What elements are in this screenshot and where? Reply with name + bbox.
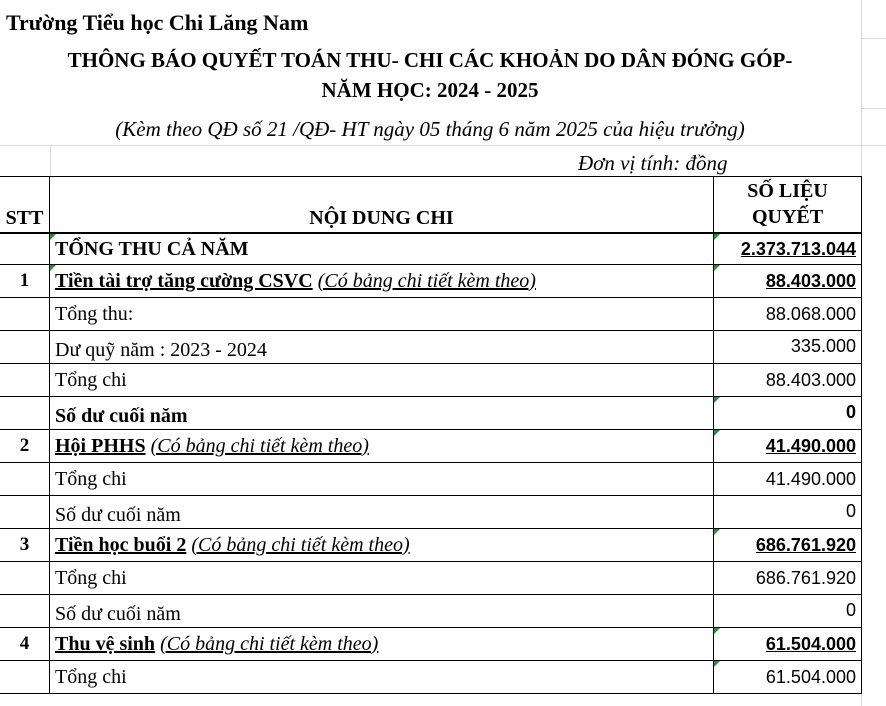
settlement-table: [0, 176, 862, 694]
amount-value: 0: [845, 600, 856, 620]
cell-content[interactable]: [50, 463, 714, 495]
error-marker-icon: [714, 628, 720, 634]
row-label: Tiền học buổi 2: [55, 533, 187, 556]
column-header-amount-line2: QUYẾT: [751, 206, 824, 228]
cell-stt[interactable]: [0, 364, 50, 396]
cell-amount[interactable]: [714, 234, 862, 264]
row-label: TỔNG THU CẢ NĂM: [55, 237, 249, 260]
row-label: Dư quỹ năm : 2023 - 2024: [55, 339, 267, 361]
table-row: [0, 463, 862, 496]
row-label: Số dư cuối năm: [55, 504, 181, 526]
row-label: Hội PHHS: [55, 434, 146, 457]
error-marker-icon: [714, 529, 720, 535]
cell-content[interactable]: [50, 595, 714, 627]
table-row-total: [0, 233, 862, 265]
cell-stt[interactable]: 1: [0, 265, 50, 297]
gridline-row: [862, 38, 886, 39]
cell-content[interactable]: [50, 562, 714, 594]
table-row-section: [0, 265, 862, 298]
amount-value: 686.761.920: [755, 534, 856, 555]
cell-stt[interactable]: [0, 298, 50, 330]
cell-amount[interactable]: [714, 595, 862, 627]
row-label: Tổng chi: [55, 467, 127, 490]
cell-content[interactable]: [50, 265, 714, 297]
gridline-col-stt: [50, 145, 51, 176]
row-label: Thu vệ sinh: [55, 632, 156, 655]
amount-value: 61.504.000: [765, 633, 856, 654]
error-marker-icon: [714, 397, 720, 403]
table-row: [0, 595, 862, 628]
column-header-amount-line1: SỐ LIỆU: [747, 180, 828, 202]
cell-content[interactable]: [50, 331, 714, 363]
cell-stt[interactable]: [0, 463, 50, 495]
cell-amount[interactable]: [714, 397, 862, 429]
cell-stt[interactable]: [0, 595, 50, 627]
row-label: Tổng chi: [55, 566, 127, 589]
cell-content[interactable]: [50, 430, 714, 462]
column-header-content[interactable]: NỘI DUNG CHI: [50, 177, 714, 232]
amount-value: 88.403.000: [765, 369, 856, 390]
cell-amount[interactable]: [714, 529, 862, 561]
cell-amount[interactable]: [714, 463, 862, 495]
row-label: Số dư cuối năm: [55, 603, 181, 625]
cell-amount[interactable]: [714, 265, 862, 297]
cell-content[interactable]: [50, 628, 714, 660]
cell-content[interactable]: [50, 661, 714, 693]
cell-content[interactable]: [50, 496, 714, 528]
cell-stt[interactable]: 3: [0, 529, 50, 561]
amount-value: 2.373.713.044: [740, 238, 856, 259]
report-subtitle: (Kèm theo QĐ số 21 /QĐ- HT ngày 05 tháng 6 năm 2025 của hiệu trưởng): [115, 117, 745, 141]
cell-content[interactable]: [50, 234, 714, 264]
cell-content[interactable]: [50, 364, 714, 396]
cell-content[interactable]: [50, 397, 714, 429]
row-note: (Có bảng chi tiết kèm theo): [160, 632, 379, 655]
cell-stt[interactable]: [0, 661, 50, 693]
report-title-line1: THÔNG BÁO QUYẾT TOÁN THU- CHI CÁC KHOẢN DO DÂN ĐÓNG GÓP-: [67, 48, 793, 72]
report-title-line2: NĂM HỌC: 2024 - 2025: [321, 78, 539, 102]
error-marker-icon: [50, 265, 56, 271]
table-row: [0, 298, 862, 331]
amount-value: 88.068.000: [765, 303, 856, 324]
table-row-section: [0, 430, 862, 463]
amount-value: 0: [845, 402, 856, 422]
amount-value: 0: [845, 501, 856, 521]
table-row: [0, 496, 862, 529]
cell-amount[interactable]: [714, 661, 862, 693]
cell-amount[interactable]: [714, 331, 862, 363]
cell-amount[interactable]: [714, 430, 862, 462]
row-label: Số dư cuối năm: [55, 405, 188, 427]
table-row-section: [0, 529, 862, 562]
cell-stt[interactable]: [0, 331, 50, 363]
row-label: Tổng chi: [55, 368, 127, 391]
column-header-amount[interactable]: [714, 177, 862, 232]
row-label: Tổng chi: [55, 665, 127, 688]
cell-stt[interactable]: 2: [0, 430, 50, 462]
row-label: Tiền tài trợ tăng cường CSVC: [55, 269, 313, 292]
error-marker-icon: [714, 265, 720, 271]
column-header-stt[interactable]: STT: [0, 177, 50, 232]
amount-value: 61.504.000: [765, 666, 856, 687]
cell-stt[interactable]: 4: [0, 628, 50, 660]
table-row: [0, 562, 862, 595]
error-marker-icon: [50, 234, 56, 240]
error-marker-icon: [714, 234, 720, 240]
table-row: [0, 364, 862, 397]
amount-value: 88.403.000: [765, 270, 856, 291]
amount-value: 41.490.000: [765, 468, 856, 489]
currency-unit: Đơn vị tính: đồng: [578, 151, 728, 175]
table-row: [0, 397, 862, 430]
row-note: (Có bảng chi tiết kèm theo): [191, 533, 410, 556]
cell-stt[interactable]: [0, 496, 50, 528]
cell-stt[interactable]: [0, 397, 50, 429]
amount-value: 335.000: [790, 336, 856, 356]
cell-amount[interactable]: [714, 628, 862, 660]
cell-amount[interactable]: [714, 496, 862, 528]
amount-value: 686.761.920: [755, 567, 856, 588]
table-row: [0, 331, 862, 364]
amount-value: 41.490.000: [765, 435, 856, 456]
cell-content[interactable]: [50, 298, 714, 330]
row-note: (Có bảng chi tiết kèm theo): [150, 434, 369, 457]
error-marker-icon: [714, 430, 720, 436]
cell-stt[interactable]: [0, 234, 50, 264]
cell-amount[interactable]: [714, 364, 862, 396]
cell-amount[interactable]: [714, 298, 862, 330]
cell-stt[interactable]: [0, 562, 50, 594]
error-marker-icon: [714, 661, 720, 667]
cell-amount[interactable]: [714, 562, 862, 594]
row-label: Tổng thu:: [55, 302, 134, 325]
row-note: (Có bảng chi tiết kèm theo): [317, 269, 536, 292]
table-row: [0, 661, 862, 694]
table-header-row: [0, 177, 862, 233]
school-name: Trường Tiểu học Chi Lăng Nam: [6, 10, 309, 35]
gridline-row: [0, 145, 886, 146]
cell-content[interactable]: [50, 529, 714, 561]
table-row-section: [0, 628, 862, 661]
gridline-row: [862, 108, 886, 109]
